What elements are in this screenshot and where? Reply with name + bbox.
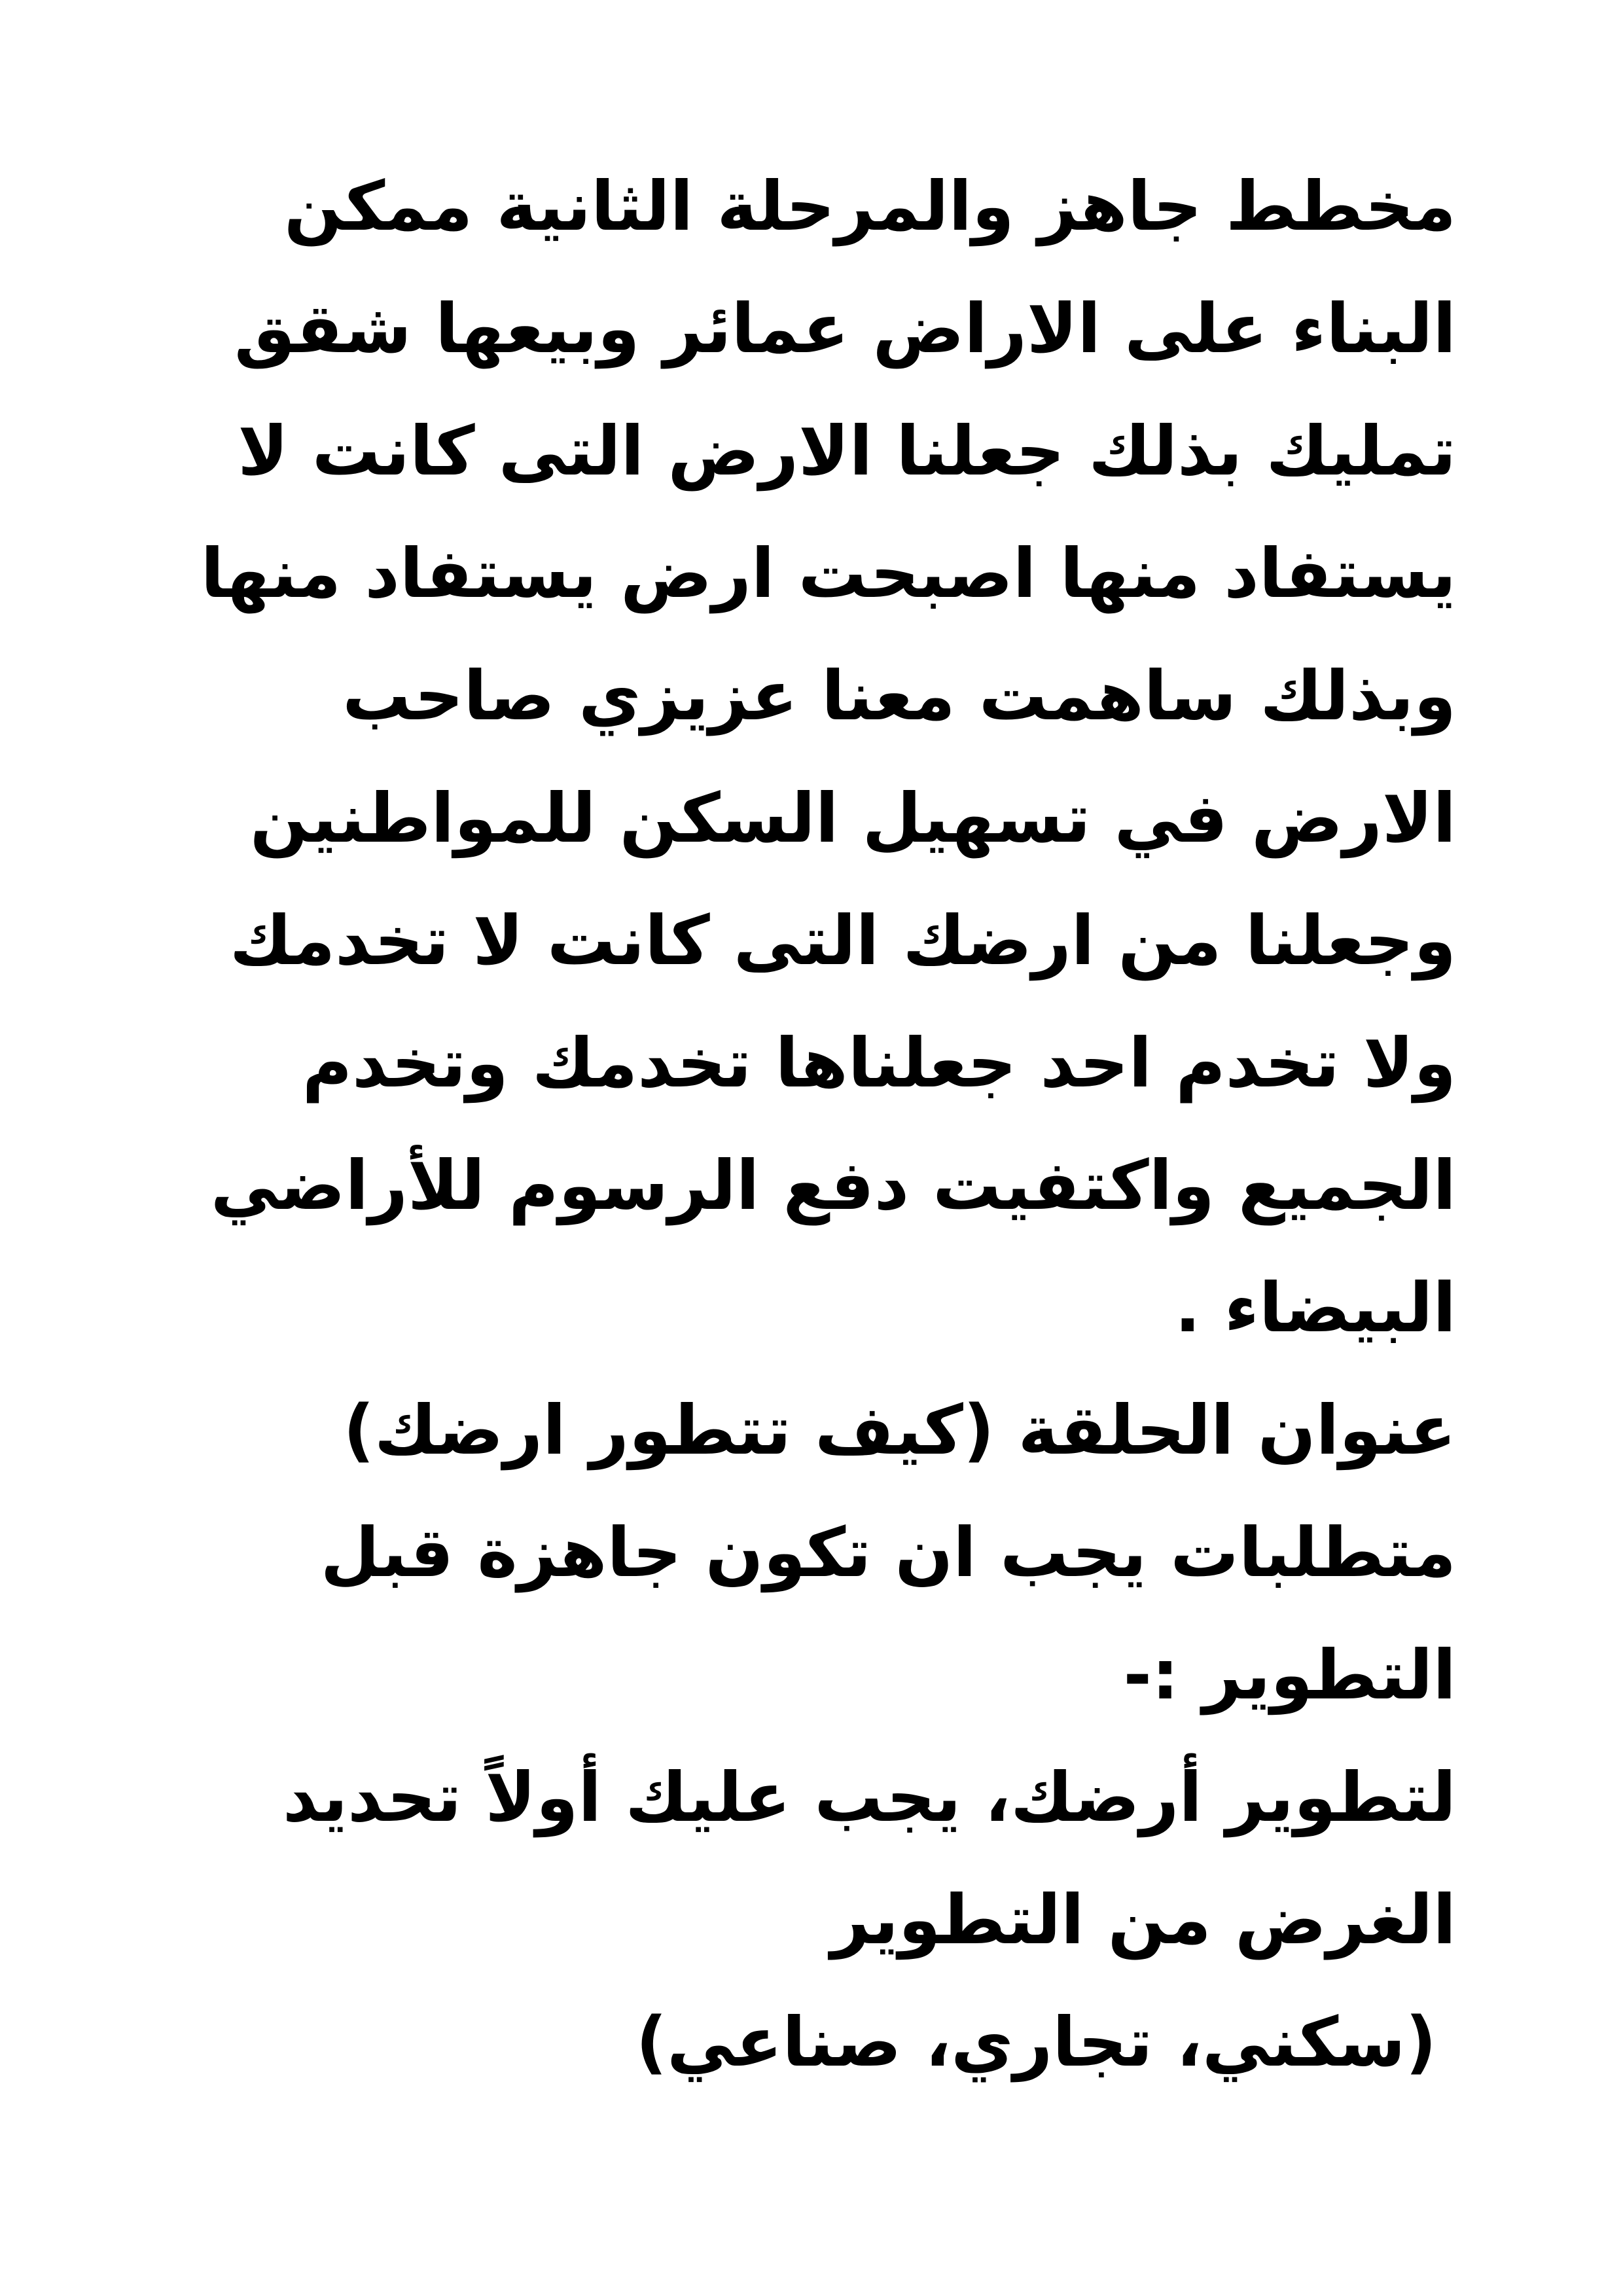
text-line: التطوير :-: [1123, 1635, 1456, 1715]
text-line: تمليك بذلك جعلنا الارض التى كانت لا: [238, 411, 1456, 491]
text-line: البناء على الاراض عمائر وبيعها شقق: [234, 289, 1456, 368]
text-line: لتطوير أرضك، يجب عليك أولاً تحديد: [283, 1757, 1456, 1837]
text-line: الجميع واكتفيت دفع الرسوم للأراضي: [210, 1145, 1456, 1225]
text-line: يستفاد منها اصبحت ارض يستفاد منها: [200, 533, 1456, 613]
episode-title-line: عنوان الحلقة (كيف تتطور ارضك): [343, 1390, 1456, 1470]
text-line: متطلبات يجب ان تكون جاهزة قبل: [320, 1513, 1456, 1592]
text-line: وبذلك ساهمت معنا عزيزي صاحب: [342, 656, 1456, 736]
text-line: (سكني، تجاري، صناعي): [635, 2002, 1436, 2082]
text-line: وجعلنا من ارضك التى كانت لا تخدمك: [229, 901, 1456, 980]
text-line: ولا تخدم احد جعلناها تخدمك وتخدم: [302, 1023, 1456, 1103]
text-line: الغرض من التطوير: [830, 1880, 1456, 1960]
text-line: الارض في تسهيل السكن للمواطنين: [250, 778, 1456, 858]
document-body: [147, 145, 1456, 2104]
text-line: البيضاء .: [1174, 1268, 1456, 1348]
text-line: مخطط جاهز والمرحلة الثانية ممكن: [284, 166, 1456, 246]
